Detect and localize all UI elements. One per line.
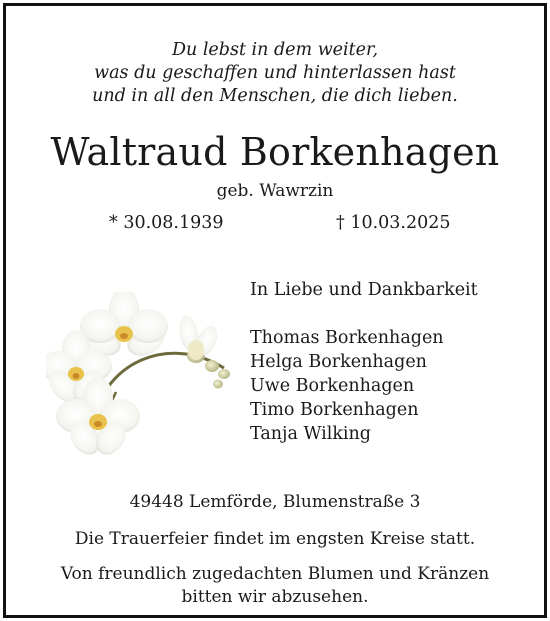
mourner-name: Tanja Wilking (250, 424, 371, 444)
birth-date: * 30.08.1939 (109, 213, 224, 233)
mourner-name: Thomas Borkenhagen (250, 328, 444, 348)
poem-line: was du geschaffen und hinterlassen hast (94, 63, 456, 83)
maiden-name: geb. Wawrzin (216, 181, 334, 201)
poem-line: und in all den Menschen, die dich lieben. (92, 86, 458, 106)
death-date: † 10.03.2025 (336, 213, 451, 233)
request-line: bitten wir abzusehen. (181, 587, 369, 607)
white-orchid-icon (46, 292, 236, 462)
mourner-name: Helga Borkenhagen (250, 352, 427, 372)
mourners-block (250, 278, 478, 446)
obituary-card (3, 3, 547, 618)
request-line: Von freundlich zugedachten Blumen und Kränzen (60, 564, 490, 584)
spacer (250, 302, 478, 326)
mourners-intro: In Liebe und Dankbarkeit (250, 280, 478, 300)
mourner-name: Timo Borkenhagen (250, 400, 419, 420)
deceased-name: Waltraud Borkenhagen (50, 130, 500, 174)
ceremony-note: Die Trauerfeier findet im engsten Kreise statt. (74, 529, 476, 549)
mourner-name: Uwe Borkenhagen (250, 376, 415, 396)
address: 49448 Lemförde, Blumenstraße 3 (129, 492, 421, 512)
flowers-request (6, 563, 544, 609)
poem-line: Du lebst in dem weiter, (171, 40, 379, 60)
poem (6, 39, 544, 108)
